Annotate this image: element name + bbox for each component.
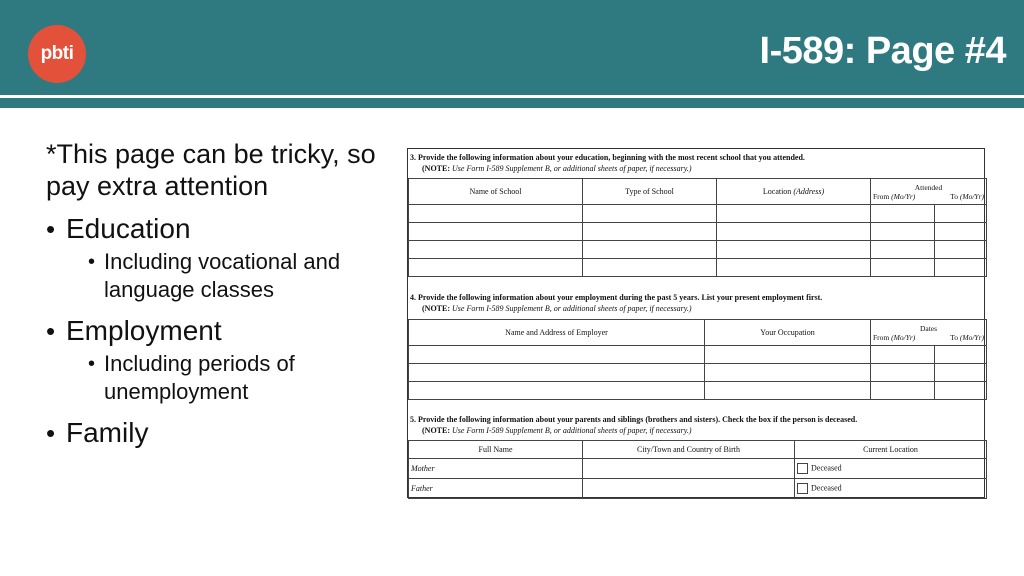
- mother-birth-cell[interactable]: [583, 459, 795, 479]
- occupation-cell[interactable]: [705, 382, 871, 400]
- table-row: [409, 382, 987, 400]
- occupation-cell[interactable]: [705, 364, 871, 382]
- from-cell[interactable]: [871, 259, 935, 277]
- school-cell[interactable]: [409, 205, 583, 223]
- col-type-of-school: Type of School: [583, 179, 717, 205]
- to-cell[interactable]: [935, 205, 987, 223]
- dates-from: From (Mo/Yr): [873, 332, 916, 342]
- to-cell[interactable]: [935, 241, 987, 259]
- logo-text: pbti: [40, 43, 74, 64]
- mother-location-cell: [795, 459, 987, 479]
- school-cell[interactable]: [409, 259, 583, 277]
- location-cell[interactable]: [717, 241, 871, 259]
- from-cell[interactable]: [871, 205, 935, 223]
- section4-line1: 4. Provide the following information about your employment during the past 5 years. List your present employment first.: [410, 293, 823, 302]
- page-title: I-589: Page #4: [759, 30, 1006, 72]
- intro-text: *This page can be tricky, so pay extra attention: [46, 139, 376, 201]
- section4-note-label: (NOTE:: [422, 304, 450, 313]
- bullet-family: • Family: [46, 416, 376, 450]
- from-cell[interactable]: [871, 241, 935, 259]
- section3-note-text: Use Form I-589 Supplement B, or additional sheets of paper, if necessary.): [450, 164, 692, 173]
- from-cell[interactable]: [871, 382, 935, 400]
- employment-table: [408, 319, 987, 400]
- table-row: [409, 346, 987, 364]
- notes-panel: [46, 138, 376, 450]
- col-employer: Name and Address of Employer: [409, 320, 705, 346]
- employer-cell[interactable]: [409, 364, 705, 382]
- section4-instructions: [410, 292, 822, 314]
- family-table: [408, 440, 987, 499]
- from-cell[interactable]: [871, 364, 935, 382]
- col-name-of-school: Name of School: [409, 179, 583, 205]
- section5-instructions: [410, 414, 857, 436]
- location-cell[interactable]: [717, 205, 871, 223]
- sub-bullet-education: • Including vocational and language classes: [88, 248, 376, 304]
- dates-label: Dates: [919, 323, 938, 333]
- father-name-cell[interactable]: [409, 479, 583, 499]
- section3-line1: 3. Provide the following information about your education, beginning with the most recent school that you attended.: [410, 153, 805, 162]
- col-attended: [871, 179, 987, 205]
- form-image: [407, 148, 985, 498]
- table-row: [409, 364, 987, 382]
- father-row: [409, 479, 987, 499]
- table-row: [409, 259, 987, 277]
- sub-bullet-employment: • Including periods of unemployment: [88, 350, 376, 406]
- section5-line1: 5. Provide the following information about your parents and siblings (brothers and sisters). Check the box if the person is deceased.: [410, 415, 858, 424]
- mother-label: Mother: [411, 464, 435, 473]
- bullet-employment: • Employment: [46, 314, 376, 348]
- mother-name-cell[interactable]: [409, 459, 583, 479]
- col-occupation: Your Occupation: [705, 320, 871, 346]
- mother-deceased-checkbox[interactable]: [797, 463, 808, 474]
- attended-to: To (Mo/Yr): [950, 191, 985, 201]
- section3-note-label: (NOTE:: [422, 164, 450, 173]
- section5-note-text: Use Form I-589 Supplement B, or additional sheets of paper, if necessary.): [450, 426, 692, 435]
- table-row: [409, 205, 987, 223]
- header-bar: [0, 0, 1024, 95]
- col-dates: [871, 320, 987, 346]
- to-cell[interactable]: [935, 364, 987, 382]
- pbti-logo: [28, 25, 86, 83]
- col-location-label: Location: [762, 187, 792, 196]
- school-cell[interactable]: [409, 241, 583, 259]
- col-birth: City/Town and Country of Birth: [583, 441, 795, 459]
- col-location-italic: (Address): [793, 187, 825, 196]
- occupation-cell[interactable]: [705, 346, 871, 364]
- attended-from: From (Mo/Yr): [873, 191, 916, 201]
- father-label: Father: [411, 484, 433, 493]
- father-birth-cell[interactable]: [583, 479, 795, 499]
- location-cell[interactable]: [717, 223, 871, 241]
- header-band: [0, 98, 1024, 108]
- employer-cell[interactable]: [409, 382, 705, 400]
- mother-row: [409, 459, 987, 479]
- from-cell[interactable]: [871, 346, 935, 364]
- mother-deceased-label: Deceased: [811, 463, 842, 473]
- to-cell[interactable]: [935, 382, 987, 400]
- attended-label: Attended: [914, 182, 943, 192]
- type-cell[interactable]: [583, 241, 717, 259]
- col-full-name: Full Name: [409, 441, 583, 459]
- father-location-cell: [795, 479, 987, 499]
- location-cell[interactable]: [717, 259, 871, 277]
- father-deceased-checkbox[interactable]: [797, 483, 808, 494]
- to-cell[interactable]: [935, 259, 987, 277]
- col-location: [717, 179, 871, 205]
- employer-cell[interactable]: [409, 346, 705, 364]
- to-cell[interactable]: [935, 223, 987, 241]
- dates-to: To (Mo/Yr): [950, 332, 985, 342]
- father-deceased-label: Deceased: [811, 483, 842, 493]
- section3-instructions: [410, 152, 805, 174]
- section4-note-text: Use Form I-589 Supplement B, or additional sheets of paper, if necessary.): [450, 304, 692, 313]
- education-table: [408, 178, 987, 277]
- type-cell[interactable]: [583, 223, 717, 241]
- table-row: [409, 223, 987, 241]
- from-cell[interactable]: [871, 223, 935, 241]
- to-cell[interactable]: [935, 346, 987, 364]
- col-current-location: Current Location: [795, 441, 987, 459]
- school-cell[interactable]: [409, 223, 583, 241]
- type-cell[interactable]: [583, 205, 717, 223]
- section5-note-label: (NOTE:: [422, 426, 450, 435]
- bullet-education: • Education: [46, 212, 376, 246]
- table-row: [409, 241, 987, 259]
- type-cell[interactable]: [583, 259, 717, 277]
